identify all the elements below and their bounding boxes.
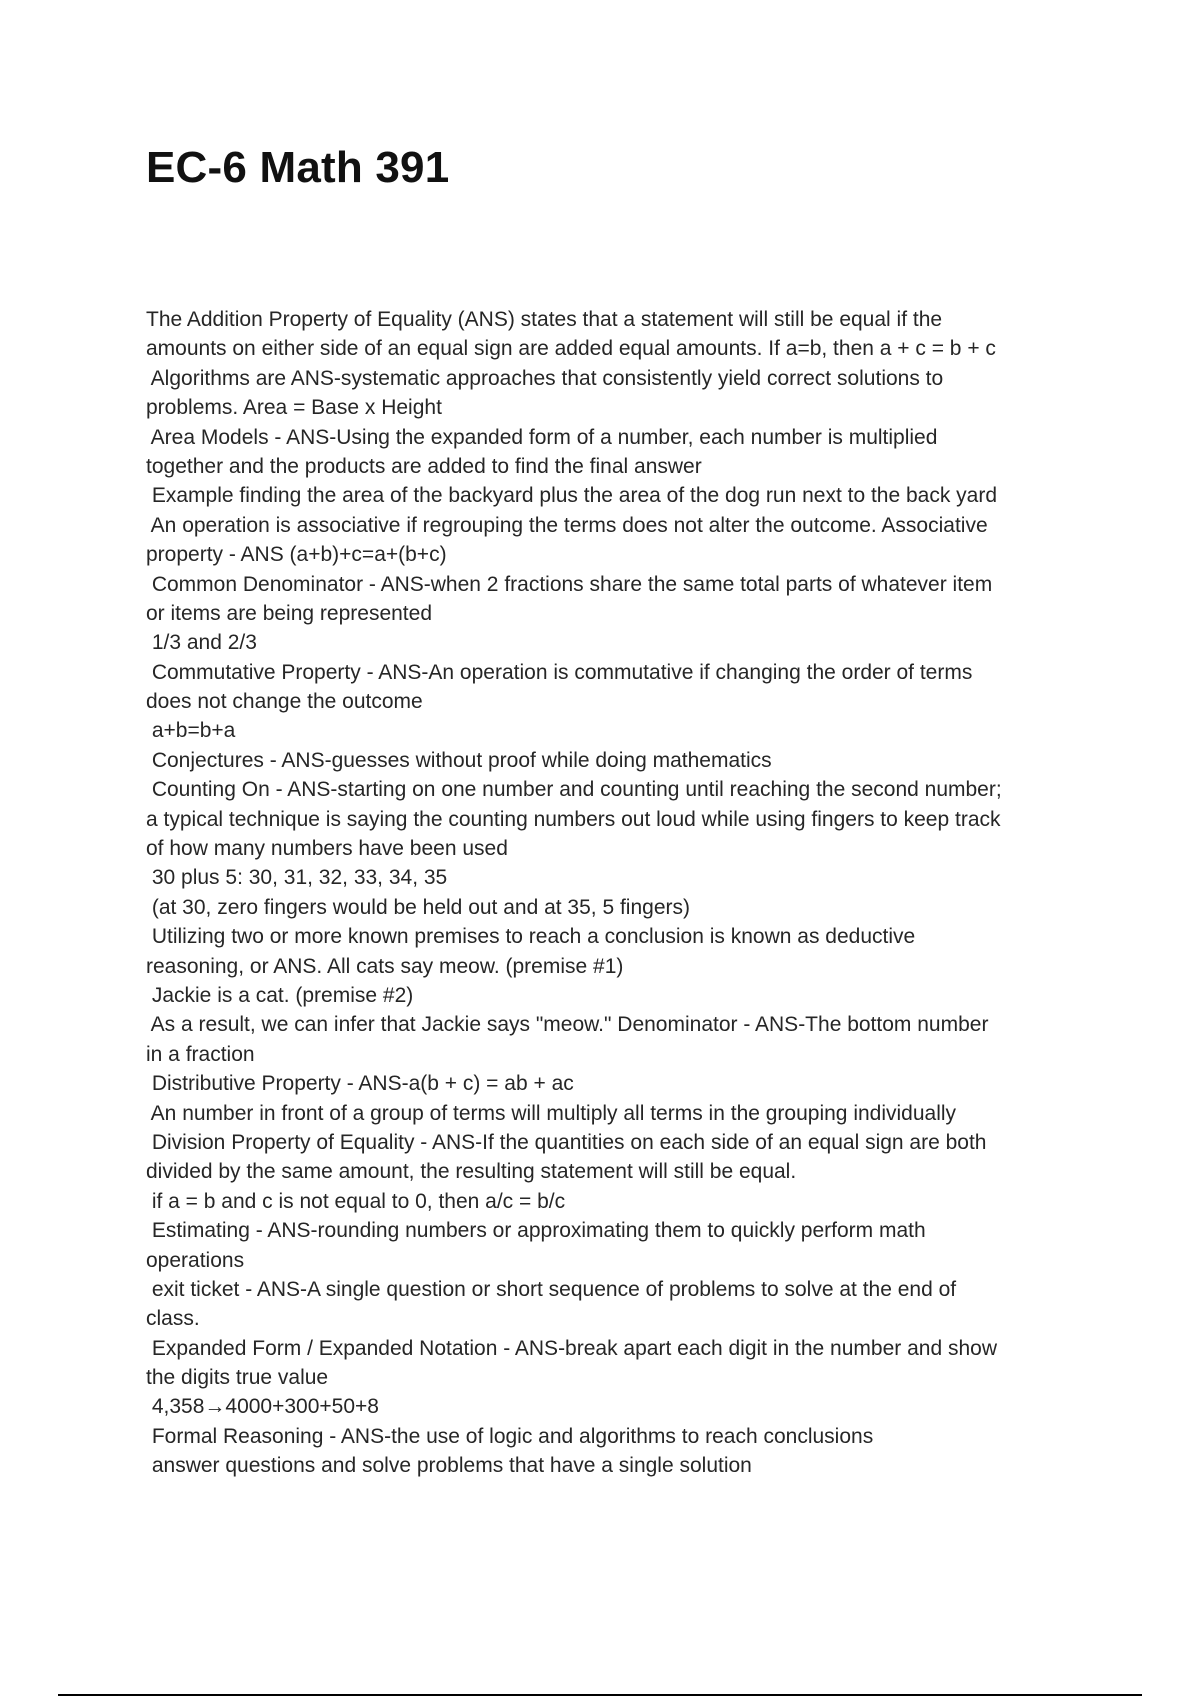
text-line: the digits true value [146, 1366, 329, 1390]
text-line: problems. Area = Base x Height [146, 396, 442, 420]
text-line: amounts on either side of an equal sign are added equal amounts. If a=b, then a + c = b + c [146, 337, 996, 361]
text-line: An number in front of a group of terms will multiply all terms in the grouping individually [146, 1101, 957, 1125]
text-line: Commutative Property - ANS-An operation is commutative if changing the order of terms [146, 660, 973, 684]
text-line: or items are being represented [146, 601, 432, 625]
text-line: a+b=b+a [146, 719, 236, 743]
text-line: property - ANS (a+b)+c=a+(b+c) [146, 543, 447, 567]
text-line: 4,358→4000+300+50+8 [146, 1395, 379, 1419]
text-line: As a result, we can infer that Jackie says "meow." Denominator - ANS-The bottom number [146, 1013, 989, 1037]
text-line: Counting On - ANS-starting on one number and counting until reaching the second number; [146, 778, 1002, 802]
text-line: Formal Reasoning - ANS-the use of logic and algorithms to reach conclusions [146, 1424, 874, 1448]
text-line: Expanded Form / Expanded Notation - ANS-break apart each digit in the number and show [146, 1336, 997, 1360]
text-line: reasoning, or ANS. All cats say meow. (premise #1) [146, 954, 624, 978]
text-line: (at 30, zero fingers would be held out and at 35, 5 fingers) [146, 895, 691, 919]
text-line: exit ticket - ANS-A single question or short sequence of problems to solve at the end of [146, 1277, 957, 1301]
document-body [146, 305, 1066, 1481]
text-line: Common Denominator - ANS-when 2 fractions share the same total parts of whatever item [146, 572, 993, 596]
text-line: does not change the outcome [146, 690, 423, 714]
text-line: class. [146, 1307, 200, 1331]
text-line: 1/3 and 2/3 [146, 631, 257, 655]
text-line: divided by the same amount, the resulting statement will still be equal. [146, 1160, 797, 1184]
text-line: in a fraction [146, 1042, 255, 1066]
text-line: of how many numbers have been used [146, 837, 508, 861]
footer-divider [58, 1694, 1142, 1696]
text-line: a typical technique is saying the counting numbers out loud while using fingers to keep track [146, 807, 1001, 831]
text-line: Area Models - ANS-Using the expanded form of a number, each number is multiplied [146, 425, 938, 449]
text-line: 30 plus 5: 30, 31, 32, 33, 34, 35 [146, 866, 448, 890]
text-line: Distributive Property - ANS-a(b + c) = ab + ac [146, 1072, 574, 1096]
text-line: Algorithms are ANS-systematic approaches that consistently yield correct solutions to [146, 366, 944, 390]
text-line: Example finding the area of the backyard plus the area of the dog run next to the back yard [146, 484, 998, 508]
text-line: Conjectures - ANS-guesses without proof while doing mathematics [146, 748, 772, 772]
text-line: answer questions and solve problems that have a single solution [146, 1454, 752, 1478]
text-line: Division Property of Equality - ANS-If the quantities on each side of an equal sign are both [146, 1130, 987, 1154]
text-line: Estimating - ANS-rounding numbers or approximating them to quickly perform math [146, 1219, 926, 1243]
text-line: if a = b and c is not equal to 0, then a/c = b/c [146, 1189, 566, 1213]
text-line: operations [146, 1248, 245, 1272]
text-line: Utilizing two or more known premises to reach a conclusion is known as deductive [146, 925, 916, 949]
text-line: The Addition Property of Equality (ANS) states that a statement will still be equal if the [146, 308, 943, 331]
text-line: An operation is associative if regrouping the terms does not alter the outcome. Associative [146, 513, 988, 537]
text-line: together and the products are added to find the final answer [146, 454, 702, 478]
page-title: EC-6 Math 391 [146, 143, 450, 192]
text-line: Jackie is a cat. (premise #2) [146, 983, 414, 1007]
